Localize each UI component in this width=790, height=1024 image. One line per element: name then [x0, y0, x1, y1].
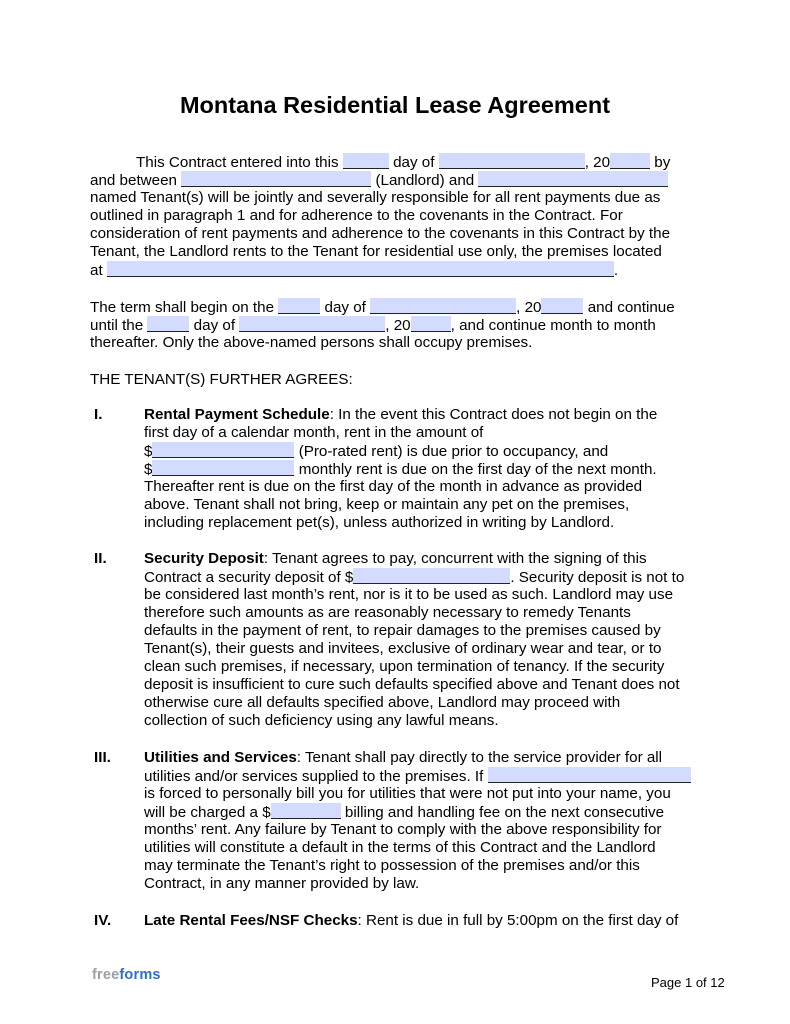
section-3-line-2 [144, 767, 691, 786]
section-2-line-1 [144, 550, 647, 568]
intro-line-5: consideration of rent payments and adherence to the covenants in this Contract by the [90, 225, 671, 242]
section-2-line-3: be considered last month’s rent, nor is it to be used as such. Landlord may use [144, 586, 674, 603]
intro-text: and between [90, 172, 177, 189]
section-2-line-7: clean such premises, if necessary, upon termination of tenancy. If the security [144, 658, 665, 675]
billing-fee-field[interactable] [271, 803, 341, 819]
term-line-2 [90, 316, 656, 335]
intro-text: . [613, 262, 619, 279]
section-4-heading: Late Rental Fees/NSF Checks [144, 912, 358, 929]
intro-text: This Contract entered into this [136, 154, 339, 171]
section-2-numeral: II. [94, 550, 107, 567]
section-2-text: Contract a security deposit of $ [144, 569, 354, 586]
intro-text: , 20 [584, 154, 611, 171]
landlord-name-field[interactable] [181, 171, 371, 187]
intro-text: day of [393, 154, 435, 171]
term-end-year-field[interactable] [411, 316, 451, 332]
section-2-line-2 [144, 568, 684, 587]
section-1-line-2: first day of a calendar month, rent in the amount of [144, 424, 484, 441]
term-text: The term shall begin on the [90, 299, 275, 316]
further-agrees-heading: THE TENANT(S) FURTHER AGREES: [90, 371, 353, 388]
section-1-text: monthly rent is due on the first day of the next month. [298, 461, 657, 478]
section-1-line-7: including replacement pet(s), unless authorized in writing by Landlord. [144, 514, 615, 531]
section-3-text: billing and handling fee on the next consecutive [344, 804, 665, 821]
section-1-text: (Pro-rated rent) is due prior to occupancy, and [298, 443, 609, 460]
term-text: day of [193, 317, 236, 334]
section-4-numeral: IV. [94, 912, 112, 929]
intro-line-6: Tenant, the Landlord rents to the Tenant for residential use only, the premises located [90, 243, 662, 260]
section-1-heading: Rental Payment Schedule [144, 406, 330, 423]
section-3-line-4 [144, 803, 664, 822]
section-2-text: : Tenant agrees to pay, concurrent with the signing of this [263, 550, 647, 567]
monthly-rent-field[interactable] [152, 460, 294, 476]
section-1-text: : In the event this Contract does not begin on the [329, 406, 658, 423]
section-3-line-8: Contract, in any manner provided by law. [144, 875, 420, 892]
term-end-month-field[interactable] [239, 316, 385, 332]
term-start-month-field[interactable] [370, 298, 516, 314]
section-3-line-6: utilities will constitute a default in the terms of this Contract and the Landlord [144, 839, 656, 856]
section-3-line-5: months’ rent. Any failure by Tenant to comply with the above responsibility for [144, 821, 662, 838]
utility-provider-field[interactable] [488, 767, 691, 783]
section-3-line-3: is forced to personally bill you for utilities that were not put into your name, you [144, 785, 671, 802]
term-start-day-field[interactable] [278, 298, 320, 314]
term-line-1 [90, 298, 675, 317]
section-1-line-4 [144, 460, 657, 479]
intro-text: at [90, 262, 103, 279]
intro-line-7 [90, 261, 618, 280]
intro-text: by [654, 154, 671, 171]
section-1-text: $ [144, 443, 153, 460]
section-1-line-6: above. Tenant shall not bring, keep or maintain any pet on the premises, [144, 496, 630, 513]
term-text: and continue [587, 299, 675, 316]
section-1-line-5: Thereafter rent is due on the first day of the month in advance as provided [144, 478, 643, 495]
term-line-3: thereafter. Only the above-named persons shall occupy premises. [90, 334, 533, 351]
contract-month-field[interactable] [439, 153, 585, 169]
logo-free-text: free [92, 967, 120, 983]
intro-line-4: outlined in paragraph 1 and for adherence to the covenants in the Contract. For [90, 207, 623, 224]
section-4-line-1 [144, 912, 678, 930]
term-text: , 20 [516, 299, 542, 316]
section-2-line-6: Tenant(s), their guests and invitees, exclusive of ordinary wear and tear, or to [144, 640, 662, 657]
section-3-text: will be charged a $ [144, 804, 271, 821]
tenant-name-field[interactable] [478, 171, 668, 187]
contract-day-field[interactable] [343, 153, 389, 169]
prorated-rent-field[interactable] [152, 442, 294, 458]
section-1-text: $ [144, 461, 153, 478]
section-3-numeral: III. [94, 749, 111, 766]
section-1-line-1 [144, 406, 657, 424]
intro-line-1 [136, 153, 670, 172]
section-2-line-8: deposit is insufficient to cure such defaults specified above and Tenant does not [144, 676, 680, 693]
premises-address-field[interactable] [107, 261, 614, 277]
intro-line-2 [90, 171, 668, 190]
intro-line-3: named Tenant(s) will be jointly and severally responsible for all rent payments due as [90, 189, 661, 206]
logo-forms-text: forms [119, 967, 161, 983]
page-number: Page 1 of 12 [651, 975, 725, 990]
section-4-text: : Rent is due in full by 5:00pm on the first day of [357, 912, 679, 929]
section-2-line-4: therefore such amounts as are reasonably necessary to remedy Tenants [144, 604, 631, 621]
section-3-line-1 [144, 749, 662, 767]
section-2-text: . Security deposit is not to [510, 569, 685, 586]
freeforms-logo [92, 967, 161, 983]
term-start-year-field[interactable] [541, 298, 583, 314]
security-deposit-field[interactable] [353, 568, 510, 584]
intro-text: (Landlord) and [375, 172, 475, 189]
section-3-line-7: may terminate the Tenant’s right to possession of the premises and/or this [144, 857, 640, 874]
contract-year-field[interactable] [610, 153, 650, 169]
section-1-numeral: I. [94, 406, 103, 423]
term-end-day-field[interactable] [147, 316, 189, 332]
term-text: , 20 [385, 317, 411, 334]
section-3-text: utilities and/or services supplied to the premises. If [144, 768, 484, 785]
term-text: , and continue month to month [450, 317, 656, 334]
section-3-text: : Tenant shall pay directly to the service provider for all [296, 749, 663, 766]
section-2-line-9: otherwise cure all defaults specified above, Landlord may proceed with [144, 694, 621, 711]
section-2-line-5: defaults in the payment of rent, to repair damages to the premises caused by [144, 622, 661, 639]
section-1-line-3 [144, 442, 608, 461]
term-text: day of [324, 299, 366, 316]
document-title: Montana Residential Lease Agreement [179, 92, 611, 118]
section-3-heading: Utilities and Services [144, 749, 297, 766]
term-text: until the [90, 317, 144, 334]
section-2-heading: Security Deposit [144, 550, 264, 567]
section-2-line-10: collection of such deficiency using any lawful means. [144, 712, 499, 729]
